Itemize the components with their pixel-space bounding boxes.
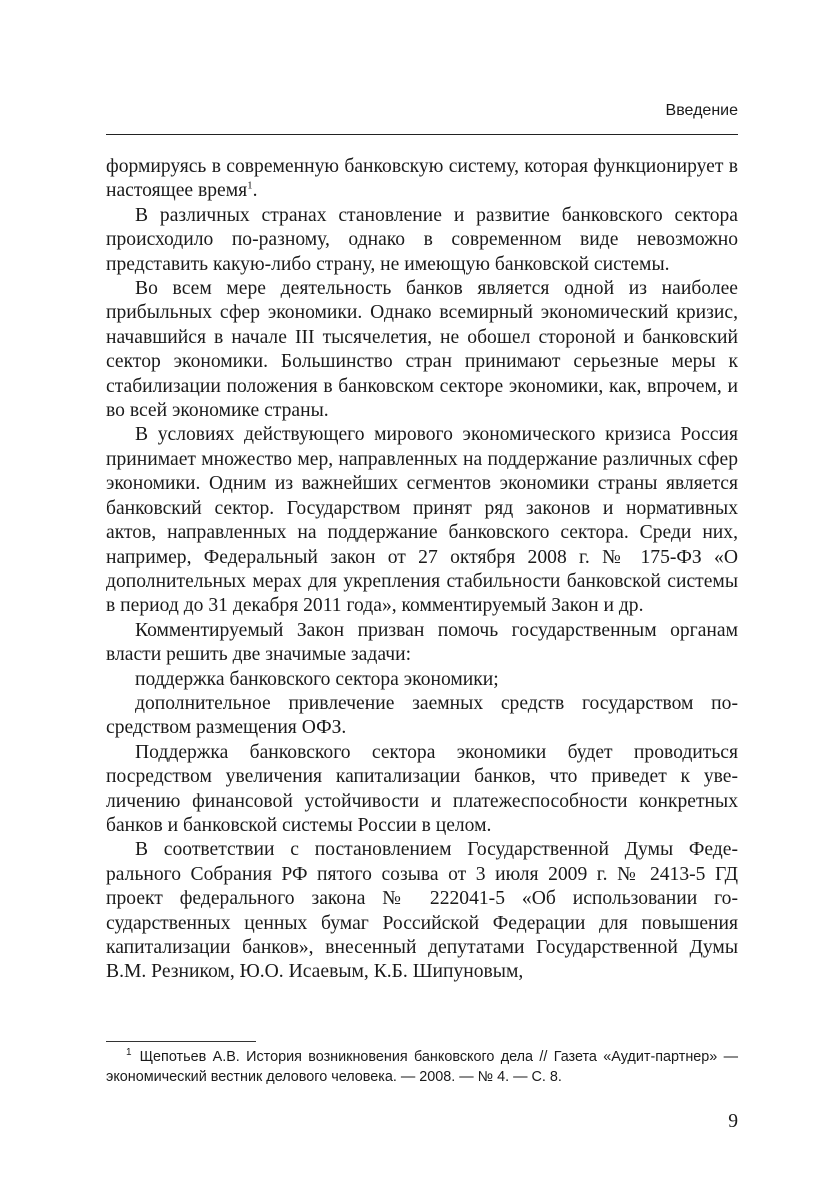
paragraph-1-text: формируясь в современную банковскую систему, которая функционирует в настоящее время (106, 156, 738, 202)
footnote-marker: 1 (126, 1047, 132, 1059)
paragraph-1-end: . (252, 180, 258, 202)
list-item-2: дополнительное привлечение заемных средств государством посредством размещения ОФЗ. (106, 692, 738, 739)
paragraph-4: В условиях действующего мирового экономического кризиса Россия принимает множество мер, направленных на поддержание различных сфер экономики. Одним из важнейших сегментов экономики страны является банковский сектор. Государством принят ряд законов и нормативных актов, направленных на поддержание банковского сектора. Среди них, например, Федеральный закон от 27 октября 2008 г. № 175-ФЗ «О дополнительных мерах для укрепления стабильности банковской системы в период до 31 декабря 2011 года», комментируемый Закон и др. (106, 424, 738, 617)
footnote-rule (106, 1041, 256, 1042)
paragraph-1 (106, 155, 738, 204)
paragraph-6: Поддержка банковского сектора экономики будет проводиться посредством увеличения капитализации банков, что приведет к увеличению финансовой устойчивости и платежеспособности конкретных банков и банковской системы России в целом. (106, 741, 738, 836)
header-rule (106, 134, 738, 135)
running-header: Введение (665, 102, 738, 119)
paragraph-7: В соответствии с постановлением Государственной Думы Федерального Собрания РФ пятого созыва от 3 июля 2009 г. № 2413-5 ГД проект федерального закона № 222041-5 «Об использовании государственных ценных бумаг Российской Федерации для повышения капитализации банков», внесенный депутатами Государственной Думы В.М. Резником, Ю.О. Исаевым, К.Б. Шипуновым, (106, 839, 738, 983)
paragraph-3: Во всем мере деятельность банков является одной из наиболее прибыльных сфер экономики. Однако всемирный экономический кризис, начавшийся в начале III тысячелетия, не обошел стороной и банковский сектор экономики. Большинство стран принимают серьезные меры к стабилизации положения в банковском секторе экономики, как, впрочем, и во всей экономике страны. (106, 278, 738, 422)
footnote-reference: 1 (247, 179, 253, 192)
body-text (106, 155, 738, 985)
paragraph-2: В различных странах становление и развитие банковского сектора происходило по-разному, однако в современном виде невозможно представить какую-либо страну, не имеющую банковской системы. (106, 204, 738, 275)
footnote (106, 1047, 738, 1087)
footnote-text: Щепотьев А.В. История возникновения банковского дела // Газета «Аудит-партнер» — экономический вестник делового человека. — 2008. — № 4. — С. 8. (106, 1049, 738, 1085)
list-item-1: поддержка банковского сектора экономики; (135, 668, 499, 690)
paragraph-5: Комментируемый Закон призван помочь государственным органам власти решить две значимые задачи: (106, 619, 738, 666)
page-number: 9 (728, 1111, 738, 1132)
